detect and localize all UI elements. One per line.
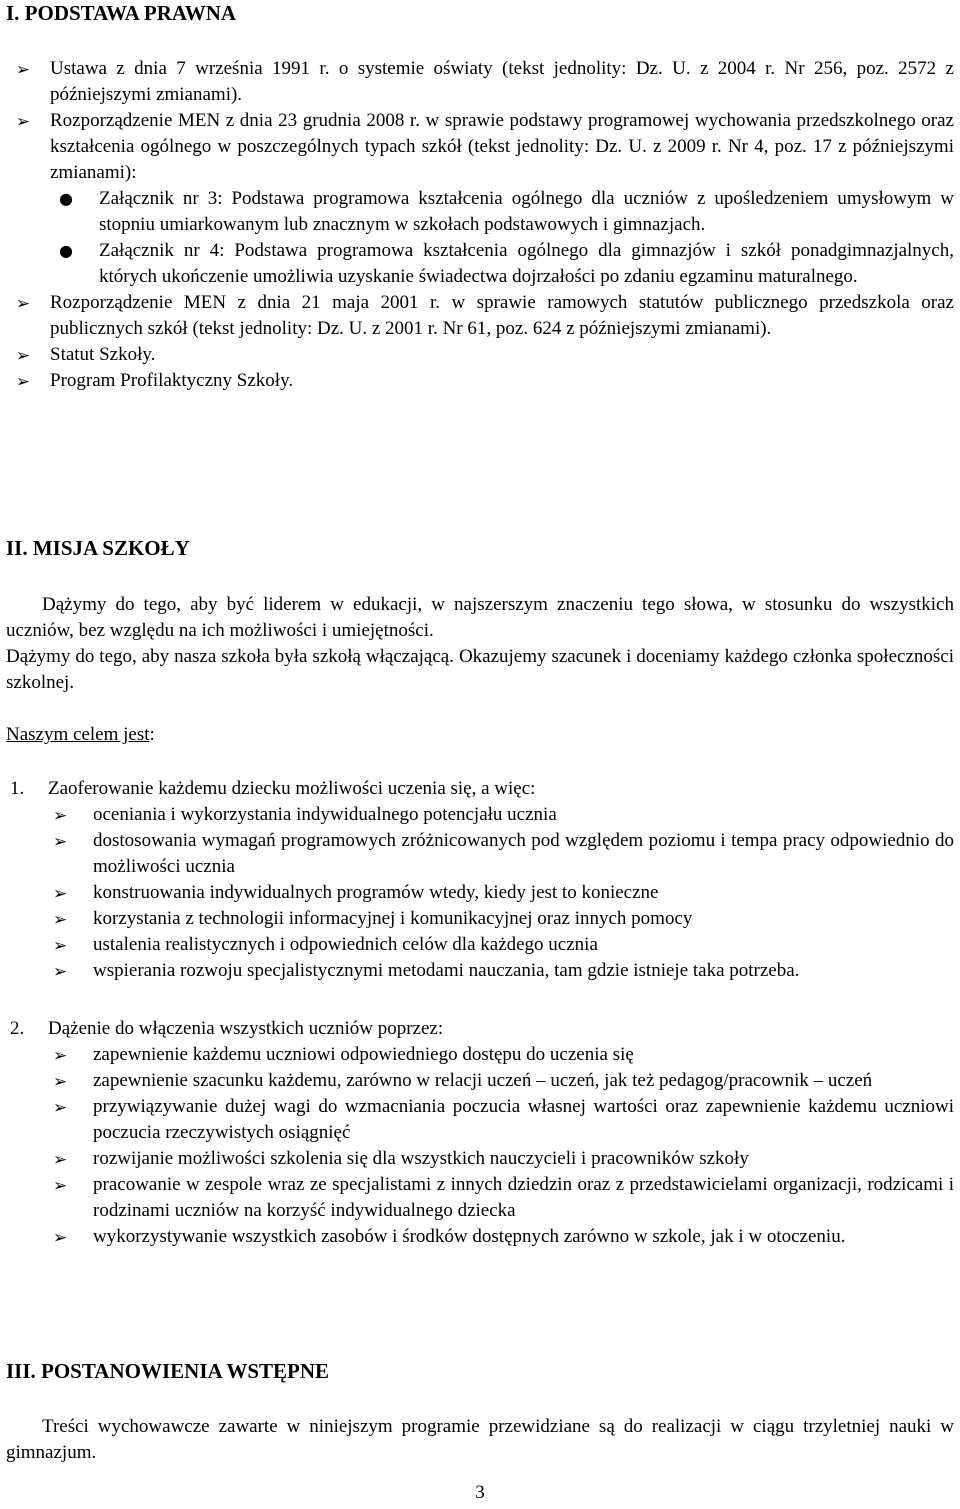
list-item: ➢ Ustawa z dnia 7 września 1991 r. o systemie oświaty (tekst jednolity: Dz. U. z 2004 r. Nr 256, poz. 2572 z późniejszymi zmianami). — [6, 56, 954, 108]
arrow-bullet-icon: ➢ — [53, 1046, 68, 1066]
list-subitem: ➢ konstruowania indywidualnych programów wtedy, kiedy jest to konieczne — [6, 880, 954, 906]
arrow-bullet-icon: ➢ — [15, 346, 31, 366]
arrow-bullet-icon: ➢ — [15, 60, 31, 80]
arrow-bullet-icon: ➢ — [53, 910, 68, 930]
arrow-bullet-icon: ➢ — [53, 806, 68, 826]
arrow-bullet-icon: ➢ — [53, 962, 68, 982]
list-subitem: ➢ zapewnienie każdemu uczniowi odpowiedniego dostępu do uczenia się — [6, 1042, 954, 1068]
goals-list-1 — [6, 776, 954, 984]
arrow-bullet-icon: ➢ — [15, 372, 31, 392]
mission-paragraph-1: Dążymy do tego, aby być liderem w edukacji, w najszerszym znaczeniu tego słowa, w stosunku do wszystkich uczniów, bez względu na ich możliwości i umiejętności. — [6, 594, 954, 641]
dot-bullet-icon: ● — [59, 241, 73, 260]
list-item: ➢ Statut Szkoły. — [6, 342, 954, 368]
arrow-bullet-icon: ➢ — [53, 1150, 68, 1170]
page-number: 3 — [475, 1482, 485, 1503]
list-subitem: ➢ korzystania z technologii informacyjnej i komunikacyjnej oraz innych pomocy — [6, 906, 954, 932]
mission-paragraph-2: Dążymy do tego, aby nasza szkoła była szkołą włączającą. Okazujemy szacunek i doceniamy każdego członka społeczności szkolnej. — [6, 646, 954, 693]
list-subitem: ➢ pracowanie w zespole wraz ze specjalistami z innych dziedzin oraz z przedstawicielami organizacji, rodzicami i rodzinami uczniów na korzyść indywidualnego dziecka — [53, 1174, 954, 1221]
mission-paragraphs — [6, 592, 954, 696]
list-item: ➢ Program Profilaktyczny Szkoły. — [6, 368, 954, 394]
arrow-bullet-icon: ➢ — [53, 1176, 68, 1196]
section-2-title: II. MISJA SZKOŁY — [6, 536, 190, 560]
numbered-item: 2. Dążenie do włączenia wszystkich uczniów poprzez: — [10, 1018, 444, 1039]
list-subitem: ➢ rozwijanie możliwości szkolenia się dla wszystkich nauczycieli i pracowników szkoły — [6, 1146, 954, 1172]
list-item: ➢ Rozporządzenie MEN z dnia 23 grudnia 2008 r. w sprawie podstawy programowej wychowania przedszkolnego oraz kształcenia ogólnego w poszczególnych typach szkół (tekst jednolity: Dz. U. z 2009 r. Nr 4, poz. 17 z późniejszymi zmianami): — [6, 108, 954, 186]
goal-label: Naszym celem jest: — [6, 724, 155, 745]
list-subitem: ➢ wykorzystywanie wszystkich zasobów i środków dostępnych zarówno w szkole, jak i w otoczeniu. — [6, 1224, 954, 1250]
arrow-bullet-icon: ➢ — [15, 294, 31, 314]
goals-list-2 — [6, 1016, 954, 1250]
list-subitem: ● Załącznik nr 3: Podstawa programowa kształcenia ogólnego dla uczniów z upośledzeniem umysłowym w stopniu umiarkowanym lub znacznym w szkołach podstawowych i gimnazjach. — [59, 188, 954, 235]
dot-bullet-icon: ● — [59, 189, 73, 208]
list-subitem: ➢ dostosowania wymagań programowych zróżnicowanych pod względem poziomu i tempa pracy odpowiednio do możliwości ucznia — [53, 830, 954, 877]
arrow-bullet-icon: ➢ — [15, 112, 31, 132]
list-subitem: ➢ przywiązywanie dużej wagi do wzmacniania poczucia własnej wartości oraz zapewnienie każdemu uczniowi poczucia rzeczywistych osiągnięć — [53, 1096, 954, 1143]
list-subitem: ● Załącznik nr 4: Podstawa programowa kształcenia ogólnego dla gimnazjów i szkół ponadgimnazjalnych, których ukończenie umożliwia uzyskanie świadectwa dojrzałości po zdaniu egzaminu maturalnego. — [59, 240, 954, 287]
arrow-bullet-icon: ➢ — [53, 884, 68, 904]
section-3-paragraph: Treści wychowawcze zawarte w niniejszym programie przewidziane są do realizacji w ciągu trzyletniej nauki w gimnazjum. — [6, 1416, 954, 1463]
list-subitem: ➢ wspierania rozwoju specjalistycznymi metodami nauczania, tam gdzie istnieje taka potrzeba. — [6, 958, 954, 984]
list-subitem: ➢ ustalenia realistycznych i odpowiednich celów dla każdego ucznia — [6, 932, 954, 958]
list-item: ➢ Rozporządzenie MEN z dnia 21 maja 2001 r. w sprawie ramowych statutów publicznego przedszkola oraz publicznych szkół (tekst jednolity: Dz. U. z 2001 r. Nr 61, poz. 624 z późniejszymi zmianami). — [6, 290, 954, 342]
arrow-bullet-icon: ➢ — [53, 1098, 68, 1118]
list-subitem: ➢ oceniania i wykorzystania indywidualnego potencjału ucznia — [6, 802, 954, 828]
arrow-bullet-icon: ➢ — [53, 1228, 68, 1248]
arrow-bullet-icon: ➢ — [53, 936, 68, 956]
list-subitem: ➢ zapewnienie szacunku każdemu, zarówno w relacji uczeń – uczeń, jak też pedagog/pracownik – uczeń — [6, 1068, 954, 1094]
arrow-bullet-icon: ➢ — [53, 832, 68, 852]
arrow-bullet-icon: ➢ — [53, 1072, 68, 1092]
numbered-item: 1. Zaoferowanie każdemu dziecku możliwości uczenia się, a więc: — [10, 778, 536, 799]
section-1-title: I. PODSTAWA PRAWNA — [6, 1, 237, 25]
section-3-title: III. POSTANOWIENIA WSTĘPNE — [6, 1359, 330, 1383]
legal-basis-list — [6, 56, 954, 394]
